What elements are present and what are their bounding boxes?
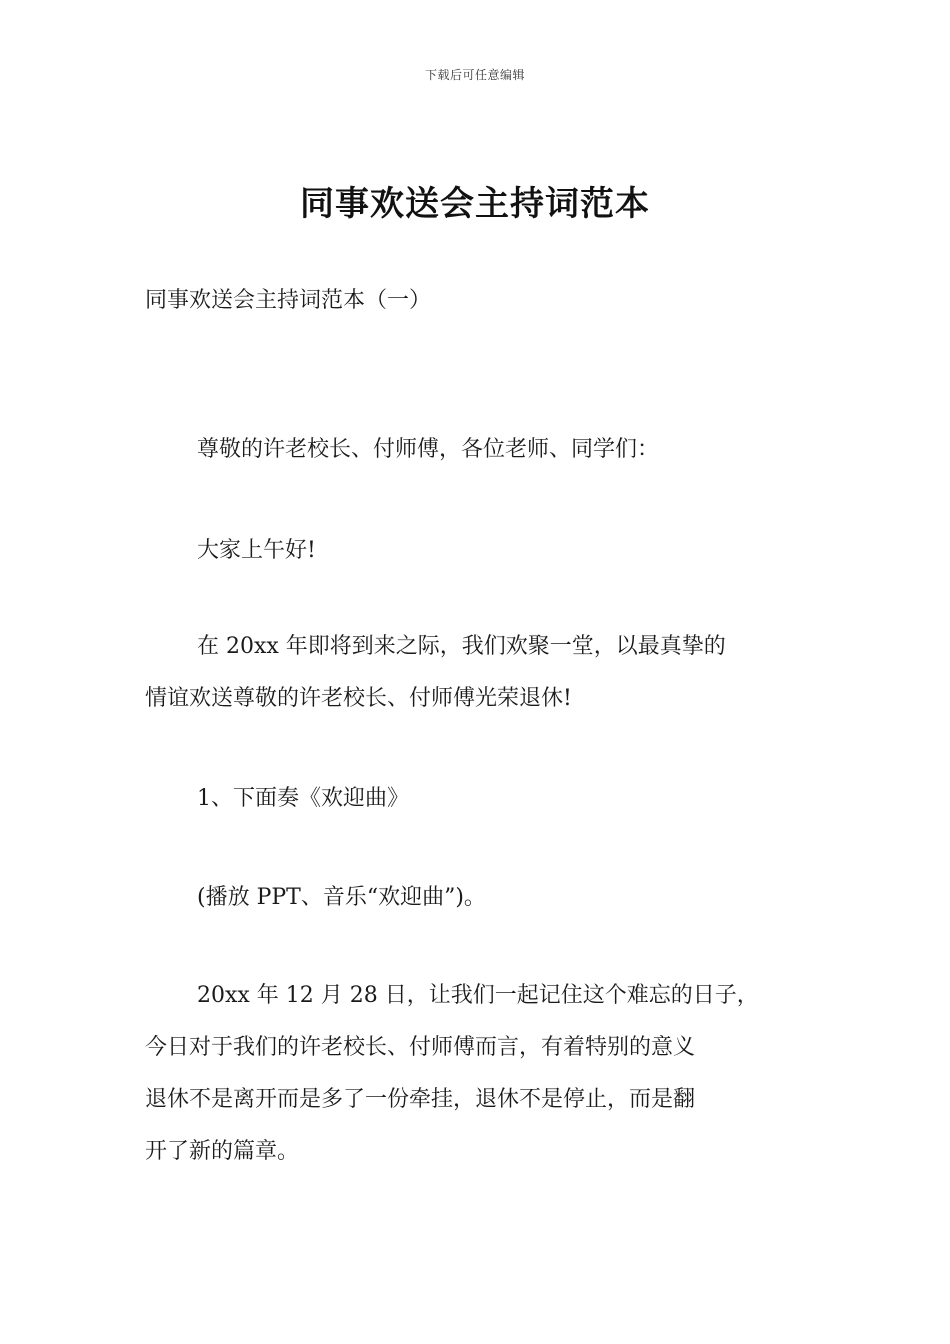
paragraph-line: 今日对于我们的许老校长、付师傅而言，有着特别的意义: [145, 1035, 696, 1060]
paragraph-line: 退休不是离开而是多了一份牵挂，退休不是停止，而是翻: [145, 1087, 696, 1112]
page-header-note: 下载后可任意编辑: [424, 68, 525, 82]
greeting-paragraph: 尊敬的许老校长、付师傅，各位老师、同学们：: [197, 437, 660, 462]
paragraph-line: 20xx 年 12 月 28 日，让我们一起记住这个难忘的日子，: [197, 983, 759, 1008]
item-1-paragraph: 1、下面奏《欢迎曲》: [197, 786, 409, 811]
document-title: 同事欢送会主持词范本: [300, 184, 650, 224]
paragraph-line: 开了新的篇章。: [145, 1139, 300, 1164]
section-heading: 同事欢送会主持词范本（一）: [145, 288, 432, 313]
item-1-note-paragraph: (播放 PPT、音乐“欢迎曲”)。: [197, 885, 486, 910]
paragraph-line: 在 20xx 年即将到来之际，我们欢聚一堂，以最真挚的: [197, 634, 726, 659]
paragraph-line: 情谊欢送尊敬的许老校长、付师傅光荣退休!: [145, 686, 572, 711]
intro-paragraph: [145, 621, 825, 725]
closing-paragraph: [145, 970, 825, 1178]
hello-paragraph: 大家上午好!: [197, 538, 316, 563]
